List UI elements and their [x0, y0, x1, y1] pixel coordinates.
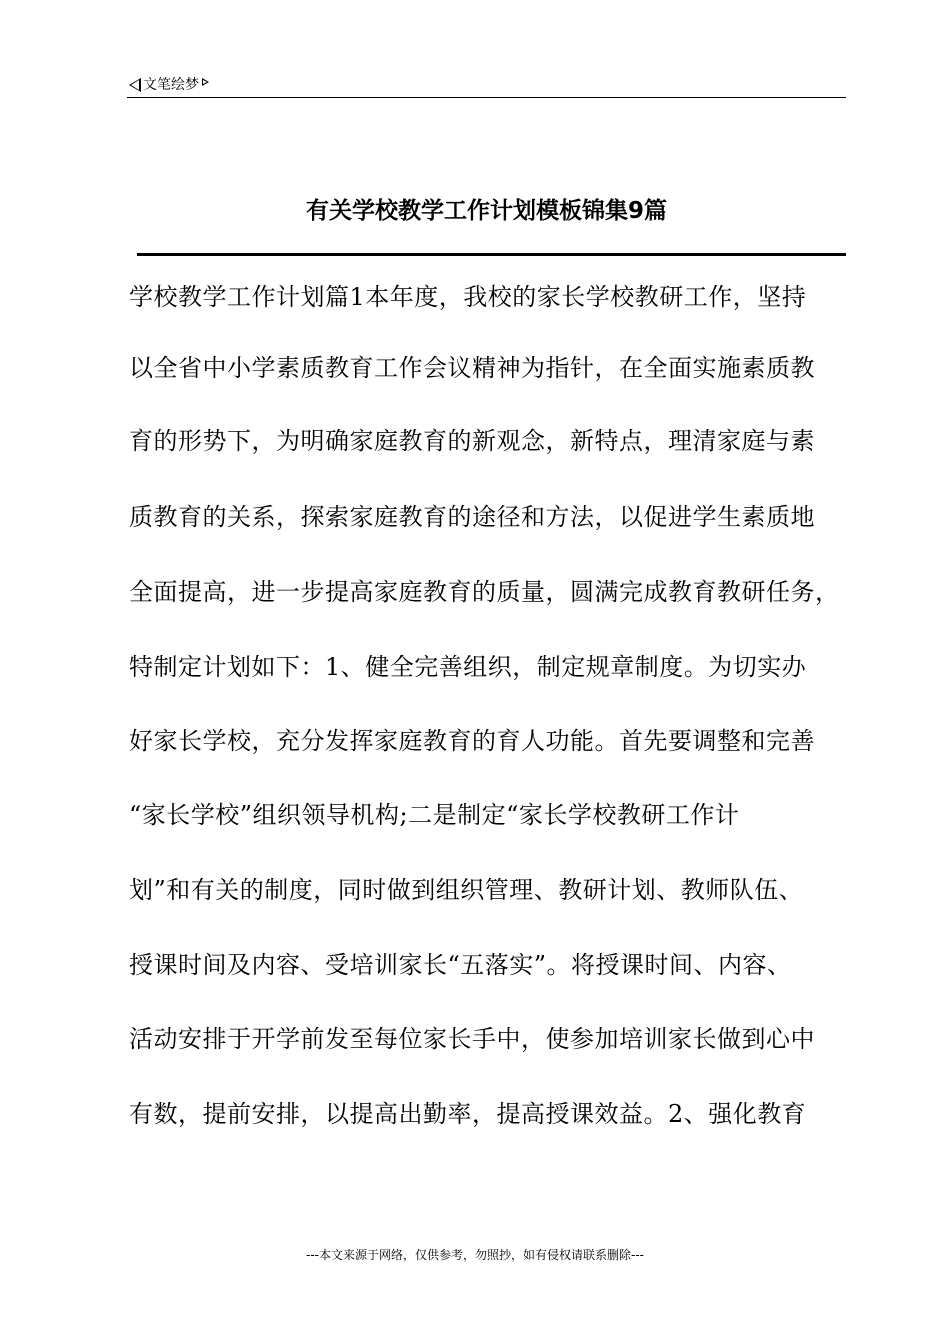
title-divider: [137, 253, 846, 256]
header-brand-text: 文笔绘梦: [143, 77, 199, 93]
body-line: 授课时间及内容、受培训家长“五落实”。将授课时间、内容、: [129, 951, 792, 979]
body-line: 学校教学工作计划篇1本年度，我校的家长学校教研工作，坚持: [129, 283, 807, 311]
body-line: 全面提高，进一步提高家庭教育的质量，圆满完成教育教研任务，: [129, 578, 840, 606]
body-line: 特制定计划如下：1、健全完善组织，制定规章制度。为切实办: [129, 653, 807, 681]
body-line: 活动安排于开学前发至每位家长手中，使参加培训家长做到心中: [129, 1025, 815, 1053]
document-title: 有关学校教学工作计划模板锦集9篇: [305, 198, 667, 224]
body-line: 育的形势下，为明确家庭教育的新观念，新特点，理清家庭与素: [129, 427, 815, 455]
body-line: 划”和有关的制度，同时做到组织管理、教研计划、教师队伍、: [129, 876, 804, 904]
header-divider: [127, 97, 846, 98]
body-line: 有数，提前安排，以提高出勤率，提高授课效益。2、强化教育: [129, 1100, 807, 1128]
body-line: 以全省中小学素质教育工作会议精神为指针，在全面实施素质教: [129, 354, 815, 382]
body-line: “家长学校”组织领导机构;二是制定“家长学校教研工作计: [129, 801, 740, 829]
triangle-right-icon: [202, 78, 209, 86]
body-line: 好家长学校，充分发挥家庭教育的育人功能。首先要调整和完善: [129, 727, 815, 755]
triangle-left-icon: [129, 78, 141, 92]
body-line: 质教育的关系，探索家庭教育的途径和方法，以促进学生素质地: [129, 503, 815, 531]
header-brand: [129, 75, 209, 95]
footer-disclaimer: ---本文来源于网络，仅供参考，勿照抄，如有侵权请联系删除---: [306, 1248, 644, 1262]
